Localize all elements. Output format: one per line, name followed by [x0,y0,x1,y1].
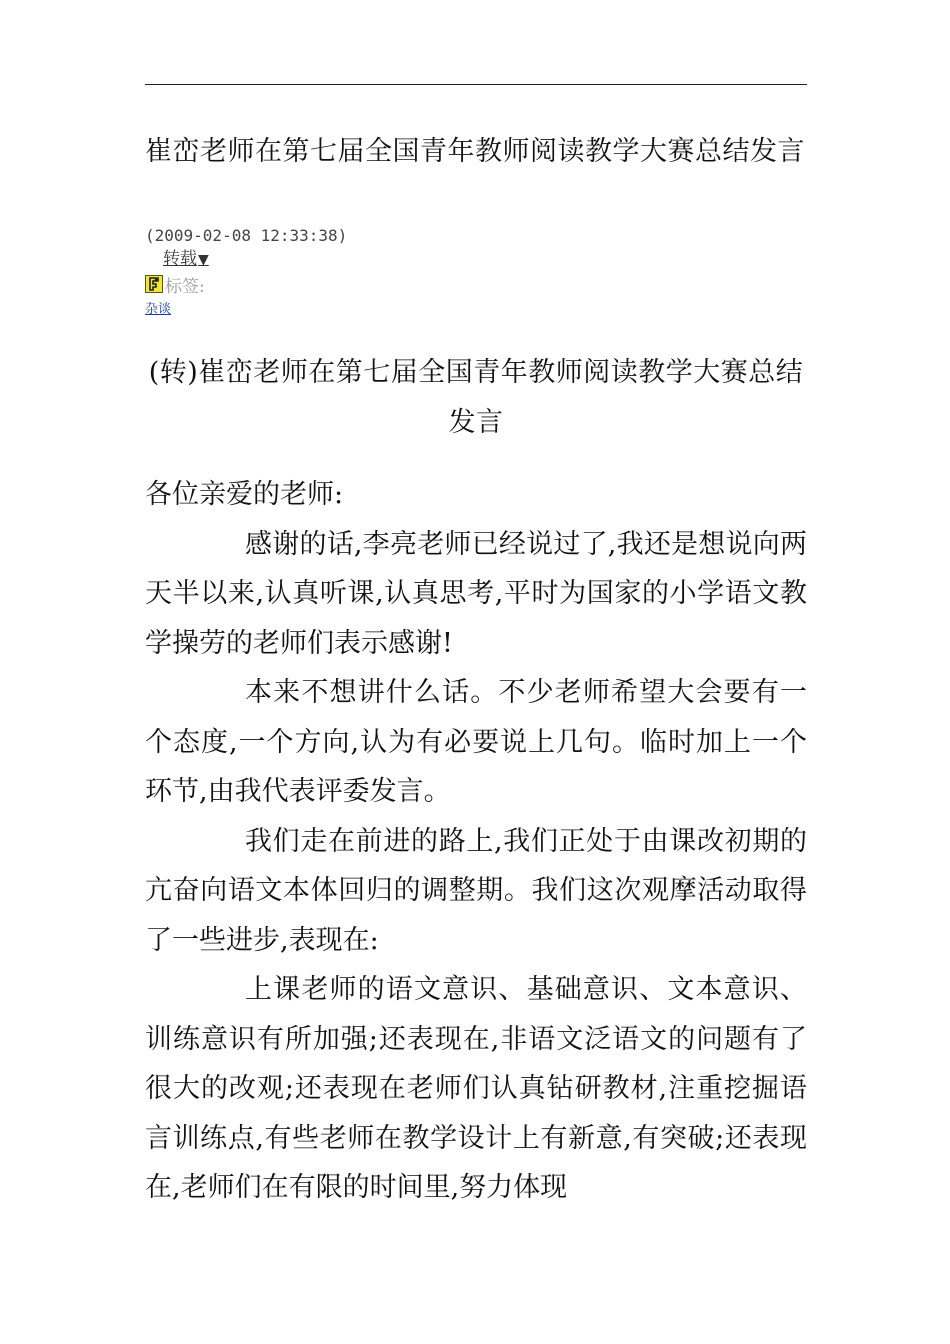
paragraph: 本来不想讲什么话。不少老师希望大会要有一个态度,一个方向,认为有必要说上几句。临时加上一个环节,由我代表评委发言。 [145,677,807,807]
caret-down-icon: ▼ [198,252,209,268]
repost-label: 转载 [163,249,197,269]
tags-label: 标签: [165,276,205,297]
tag-icon [145,275,163,293]
paragraph: 我们走在前进的路上,我们正处于由课改初期的亢奋向语文本体回归的调整期。我们这次观摩活动取得了一些进步,表现在: [145,825,807,956]
tag-link-zatan[interactable]: 杂谈 [145,302,172,317]
post-date: (2009-02-08 12:33:38) [145,226,348,245]
page-title: 崔峦老师在第七届全国青年教师阅读教学大赛总结发言 [145,136,805,167]
article-heading: (转)崔峦老师在第七届全国青年教师阅读教学大赛总结发言 [148,357,804,438]
paragraph: 感谢的话,李亮老师已经说过了,我还是想说向两天半以来,认真听课,认真思考,平时为国家的小学语文教学操劳的老师们表示感谢! [145,528,807,659]
article-body [145,470,807,1213]
salutation: 各位亲爱的老师: [145,479,344,510]
tags-row [145,273,205,295]
repost-button[interactable] [163,248,209,271]
top-divider [145,84,807,85]
paragraph: 上课老师的语文意识、基础意识、文本意识、训练意识有所加强;还表现在,非语文泛语文的问题有了很大的改观;还表现在老师们认真钻研教材,注重挖掘语言训练点,有些老师在教学设计上有新意,有突破;还表现在,老师们在有限的时间里,努力体现 [145,974,807,1203]
